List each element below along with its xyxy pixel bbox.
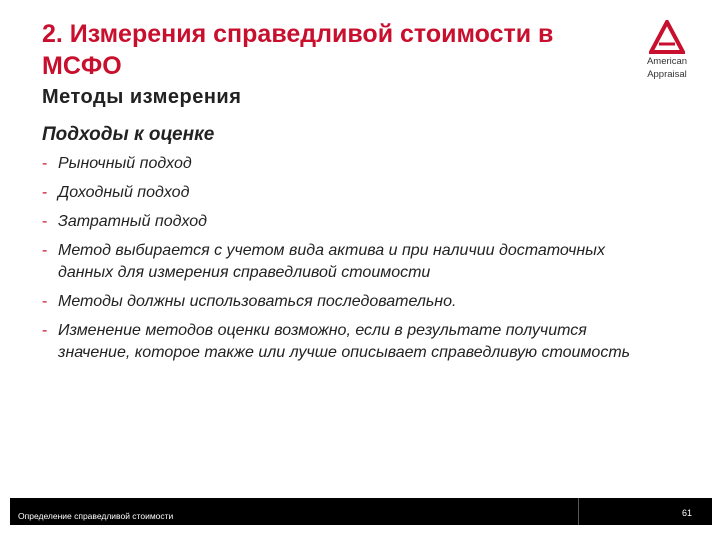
- slide-title: 2. Измерения справедливой стоимости в МСФО: [42, 20, 554, 80]
- bullet-marker: -: [42, 242, 48, 259]
- footer-divider: [578, 498, 579, 525]
- slide-subtitle: Методы измерения: [42, 86, 242, 108]
- bullet-text: Методы должны использоваться последовательно.: [58, 293, 457, 310]
- bullet-marker: -: [42, 184, 48, 201]
- bullet-text: Рыночный подход: [58, 155, 192, 172]
- bullet-item: [42, 291, 642, 313]
- company-logo: [636, 20, 698, 90]
- bullet-item: [42, 211, 642, 233]
- triangle-logo-icon: [649, 20, 685, 54]
- bullet-marker: -: [42, 322, 48, 339]
- footer-text: Определение справедливой стоимости: [18, 511, 174, 521]
- footer-bar: [10, 498, 712, 525]
- logo-text-line2: Appraisal: [647, 69, 687, 80]
- page-number: 61: [681, 508, 692, 518]
- bullet-list: [42, 153, 642, 371]
- bullet-marker: -: [42, 293, 48, 310]
- bullet-text: Доходный подход: [58, 184, 190, 201]
- bullet-item: [42, 182, 642, 204]
- bullet-text: Метод выбирается с учетом вида актива и при наличии достаточных данных для измерения справедливой стоимости: [58, 242, 605, 281]
- bullet-item: [42, 240, 642, 284]
- bullet-marker: -: [42, 213, 48, 230]
- bullet-text: Изменение методов оценки возможно, если в результате получится значение, которое также или лучше описывает справедливую стоимость: [58, 322, 631, 361]
- bullet-marker: -: [42, 155, 48, 172]
- bullet-item: [42, 320, 642, 364]
- bullet-text: Затратный подход: [58, 213, 208, 230]
- bullet-item: [42, 153, 642, 175]
- logo-text-line1: American: [646, 56, 688, 67]
- section-heading: Подходы к оценке: [42, 124, 215, 145]
